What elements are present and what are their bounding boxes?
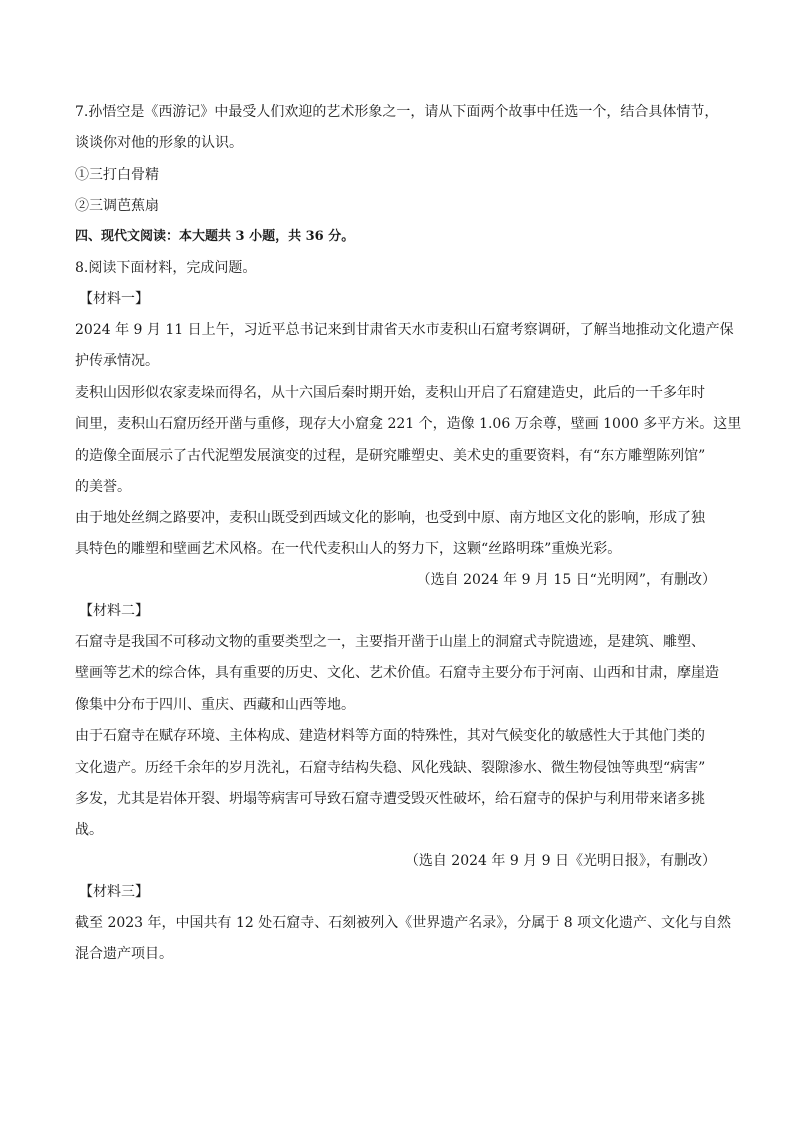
- material1-title: 【材料一】: [79, 291, 149, 307]
- question7-option1: ①三打白骨精: [75, 167, 159, 183]
- material1-line: 护传承情况。: [75, 353, 159, 369]
- material1-line: 的美誉。: [75, 479, 131, 495]
- material1-source: （选自 2024 年 9 月 15 日“光明网”，有删改）: [416, 572, 716, 588]
- section4-heading: 四、现代文阅读：本大题共 3 小题，共 36 分。: [75, 229, 355, 244]
- material1-line: 的造像全面展示了古代泥塑发展演变的过程，是研究雕塑史、美术史的重要资料，有“东方雕塑陈列馆”: [75, 448, 706, 464]
- material2-line: 多发，尤其是岩体开裂、坍塌等病害可导致石窟寺遭受毁灭性破坏，给石窟寺的保护与利用带来诸多挑: [75, 791, 705, 807]
- material2-source: （选自 2024 年 9 月 9 日《光明日报》，有删改）: [404, 853, 716, 869]
- material1-line: 具特色的雕塑和壁画艺术风格。在一代代麦积山人的努力下，这颗“丝路明珠”重焕光彩。: [75, 541, 622, 557]
- material2-title: 【材料二】: [79, 603, 149, 619]
- question7-option2: ②三调芭蕉扇: [75, 198, 159, 214]
- material1-line: 麦积山因形似农家麦垛而得名，从十六国后秦时期开始，麦积山开启了石窟建造史，此后的一千多年时: [75, 385, 705, 401]
- material2-line: 壁画等艺术的综合体，具有重要的历史、文化、艺术价值。石窟寺主要分布于河南、山西和甘肃，摩崖造: [75, 665, 719, 681]
- material3-line: 截至 2023 年，中国共有 12 处石窟寺、石刻被列入《世界遗产名录》，分属于 8 项文化遗产、文化与自然: [75, 915, 732, 931]
- question7-line1: 7.孙悟空是《西游记》中最受人们欢迎的艺术形象之一，请从下面两个故事中任选一个，结合具体情节，: [75, 104, 719, 120]
- material1-line: 间里，麦积山石窟历经开凿与重修，现存大小窟龛 221 个，造像 1.06 万余尊，壁画 1000 多平方米。这里: [75, 416, 742, 432]
- material2-line: 石窟寺是我国不可移动文物的重要类型之一，主要指开凿于山崖上的洞窟式寺院遗迹，是建筑、雕塑、: [75, 634, 705, 650]
- material2-line: 战。: [75, 822, 103, 838]
- material2-line: 文化遗产。历经千余年的岁月洗礼，石窟寺结构失稳、风化残缺、裂隙渗水、微生物侵蚀等典型“病害”: [75, 760, 706, 776]
- material2-line: 由于石窟寺在赋存环境、主体构成、建造材料等方面的特殊性，其对气候变化的敏感性大于其他门类的: [75, 728, 705, 744]
- material1-line: 由于地处丝绸之路要冲，麦积山既受到西域文化的影响，也受到中原、南方地区文化的影响，形成了独: [75, 510, 705, 526]
- question8-prompt: 8.阅读下面材料，完成问题。: [75, 260, 257, 276]
- material2-line: 像集中分布于四川、重庆、西藏和山西等地。: [75, 697, 355, 713]
- material3-line: 混合遗产项目。: [75, 946, 173, 962]
- material3-title: 【材料三】: [79, 884, 149, 900]
- question7-line2: 谈谈你对他的形象的认识。: [75, 135, 243, 151]
- material1-line: 2024 年 9 月 11 日上午，习近平总书记来到甘肃省天水市麦积山石窟考察调研，了解当地推动文化遗产保: [75, 322, 734, 338]
